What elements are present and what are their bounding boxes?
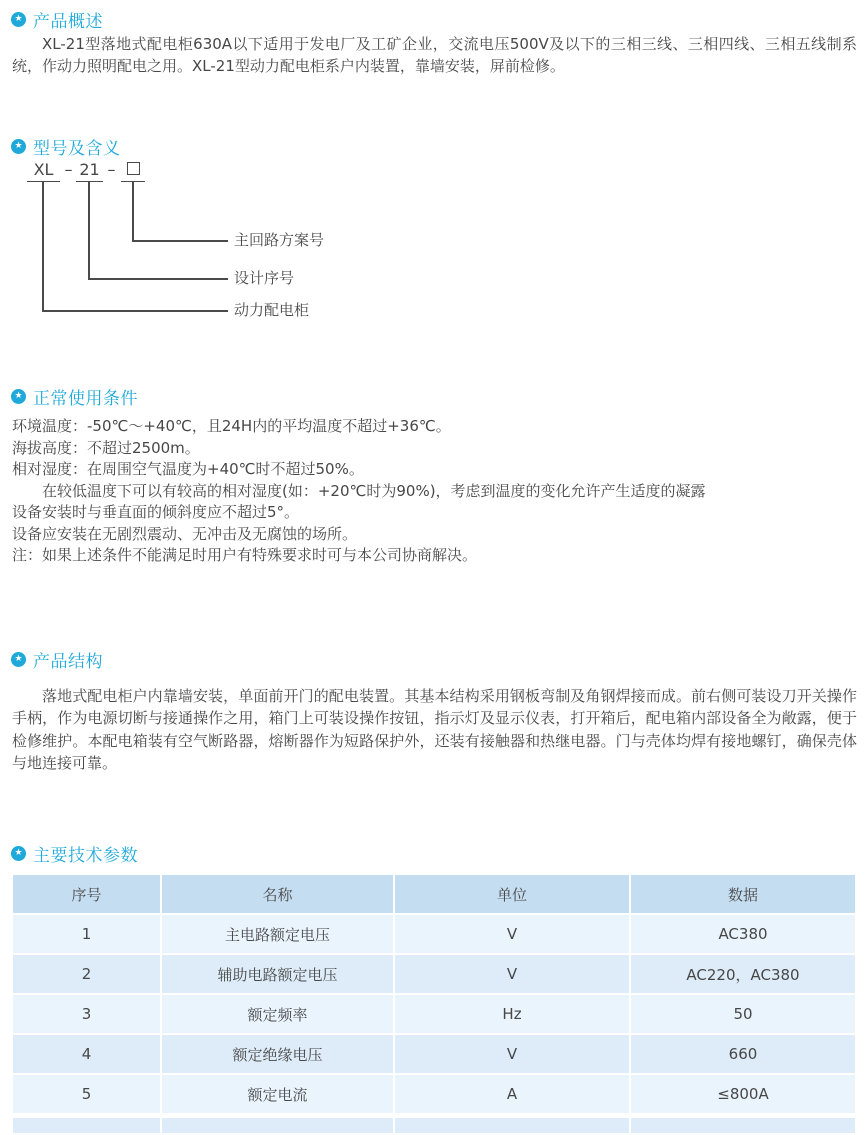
- table-row: [13, 955, 855, 995]
- cell: AC380: [631, 915, 855, 955]
- star-circle-icon: [11, 846, 26, 861]
- section-header-parameters: [11, 842, 138, 864]
- cell: 额定频率: [162, 995, 395, 1035]
- condition-line: 海拔高度：不超过2500m。: [12, 438, 200, 457]
- cell: V: [395, 915, 631, 955]
- section-header-model: [11, 135, 121, 157]
- cell: A: [395, 1075, 631, 1115]
- conditions-list: [12, 416, 857, 567]
- cell: 1: [13, 915, 162, 955]
- section-header-structure: [11, 648, 103, 670]
- cell: [162, 1115, 395, 1135]
- model-box-symbol: [127, 162, 140, 175]
- section-title-structure: 产品结构: [33, 651, 103, 672]
- section-header-conditions: [11, 385, 138, 407]
- table-row: [13, 1035, 855, 1075]
- cell: [631, 1115, 855, 1135]
- header-cell: 名称: [162, 875, 395, 915]
- model-designation-diagram: [0, 158, 430, 328]
- cell: 660: [631, 1035, 855, 1075]
- section-title-conditions: 正常使用条件: [33, 388, 138, 409]
- model-code-dash: –: [64, 160, 73, 179]
- connector-line-horizontal: [42, 310, 228, 312]
- connector-line-vertical: [132, 182, 134, 240]
- table-row-partial: [13, 1115, 855, 1135]
- cell: V: [395, 955, 631, 995]
- cell: [13, 1115, 162, 1135]
- model-code-dash: –: [107, 160, 116, 179]
- model-code-family: XL: [27, 159, 60, 182]
- branch-label-cabinet: 动力配电柜: [234, 301, 310, 319]
- star-circle-icon: [11, 652, 26, 667]
- cell: V: [395, 1035, 631, 1075]
- section-title-overview: 产品概述: [33, 11, 103, 32]
- cell: 辅助电路额定电压: [162, 955, 395, 995]
- table-row: [13, 1075, 855, 1115]
- structure-paragraph: 落地式配电柜户内靠墙安装，单面前开门的配电装置。其基本结构采用钢板弯制及角钢焊接而成。前右侧可装设刀开关操作手柄，作为电源切断与接通操作之用，箱门上可装设操作按钮，指示灯及显示仪表，打开箱后，配电箱内部设备全为敞露，便于检修维护。本配电箱装有空气断路器，熔断器作为短路保护外，还装有接触器和热继电器。门与壳体均焊有接地螺钉，确保壳体与地连接可靠。: [12, 687, 857, 773]
- cell: 5: [13, 1075, 162, 1115]
- cell: 4: [13, 1035, 162, 1075]
- table-row: [13, 995, 855, 1035]
- header-cell: 序号: [13, 875, 162, 915]
- section-title-parameters: 主要技术参数: [33, 845, 138, 866]
- star-circle-icon: [11, 139, 26, 154]
- condition-line: 在较低温度下可以有较高的相对湿度(如：+20℃时为90%)，考虑到温度的变化允许产生适度的凝露: [42, 481, 706, 500]
- branch-label-design: 设计序号: [234, 269, 295, 287]
- branch-label-scheme: 主回路方案号: [234, 231, 325, 249]
- cell: ≤800A: [631, 1075, 855, 1115]
- condition-line: 相对湿度：在周围空气温度为+40℃时不超过50%。: [12, 460, 364, 478]
- cell: 主电路额定电压: [162, 915, 395, 955]
- star-circle-icon: [11, 12, 26, 27]
- cell: 2: [13, 955, 162, 995]
- cell: [395, 1115, 631, 1135]
- section-header-overview: [11, 8, 103, 30]
- condition-line: 设备应安装在无剧烈震动、无冲击及无腐蚀的场所。: [12, 524, 358, 543]
- model-code-box: [121, 159, 145, 182]
- cell: Hz: [395, 995, 631, 1035]
- condition-line: 环境温度：-50℃～+40℃，且24H内的平均温度不超过+36℃。: [12, 417, 451, 435]
- connector-line-vertical: [88, 182, 90, 278]
- table-header-row: [13, 875, 855, 915]
- cell: 3: [13, 995, 162, 1035]
- cell: 额定电流: [162, 1075, 395, 1115]
- table-row: [13, 915, 855, 955]
- header-cell: 单位: [395, 875, 631, 915]
- model-code-design: 21: [76, 159, 103, 182]
- cell: 50: [631, 995, 855, 1035]
- section-title-model: 型号及含义: [33, 138, 121, 159]
- condition-line: 注：如果上述条件不能满足时用户有特殊要求时可与本公司协商解决。: [12, 546, 478, 564]
- connector-line-horizontal: [132, 240, 228, 242]
- connector-line-horizontal: [88, 278, 228, 280]
- cell: 额定绝缘电压: [162, 1035, 395, 1075]
- params-table: [13, 875, 855, 1135]
- overview-paragraph: XL-21型落地式配电柜630A以下适用于发电厂及工矿企业，交流电压500V及以下的三相三线、三相四线、三相五线制系统，作动力照明配电之用。XL-21型动力配电柜系户内装置，靠墙安装，屏前检修。: [12, 35, 857, 76]
- condition-line: 设备安装时与垂直面的倾斜度应不超过5°。: [12, 503, 300, 521]
- cell: AC220，AC380: [631, 955, 855, 995]
- connector-line-vertical: [42, 182, 44, 310]
- star-circle-icon: [11, 389, 26, 404]
- header-cell: 数据: [631, 875, 855, 915]
